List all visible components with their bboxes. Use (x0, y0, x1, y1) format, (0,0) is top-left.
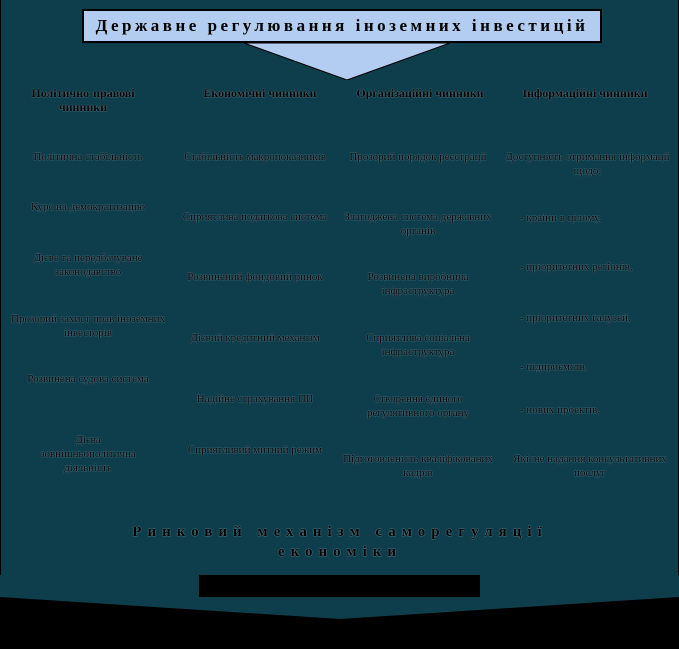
column-header-economic: Економічні чинники (203, 86, 317, 100)
info-item-country: - країни в цілому, (520, 212, 602, 224)
factor-foreign-policy: Дієва зовнішньополітична діяльність (40, 434, 136, 474)
factor-democratization: Курс на демократизацію (30, 201, 146, 213)
column-header-informational: Інформаційні чинники (522, 86, 648, 100)
factor-regulatory-body: Створення єдиного регулятивного органу (366, 393, 469, 419)
factor-legislation: Дієве та передбачуване законодавство (33, 252, 143, 278)
info-item-enterprises: - підприємств, (520, 361, 588, 373)
column-header-political-legal: Політично-правові чинники (31, 86, 135, 114)
column-header-organizational: Організаційні чинники (356, 86, 484, 100)
factor-insurance: Надійне страхування ПІІ (196, 393, 314, 405)
factor-stock-market: Розвинений фондовий ринок (187, 271, 323, 283)
info-item-industries: - пріоритетних галузей, (520, 312, 631, 324)
factor-qualified-staff: Підготовленість кваліфікованих кадрів (343, 453, 493, 479)
factor-credit-mechanism: Дієвий кредитний механізм (190, 332, 320, 344)
factor-political-stability: Політична стабільність (33, 151, 143, 163)
down-arrow-top (244, 43, 450, 80)
down-arrow-bottom (0, 575, 679, 649)
factor-judicial-system: Розвинена судова система (27, 373, 149, 385)
factor-customs-regime: Сприятливий митний режим (187, 444, 323, 456)
bottom-title: Ринковий механізм саморегуляції економіки (132, 524, 548, 560)
factor-consulting-services: Якісне надання консультативних послуг (513, 453, 667, 479)
factor-information-access: Доступність отримання інформації щодо: (505, 151, 670, 177)
diagram-title: Державне регулювання іноземних інвестицій (82, 9, 602, 43)
info-item-projects: - нових проектів. (520, 404, 601, 416)
factor-investor-protection: Прозорий захист прав іноземних інвесторів (11, 313, 165, 339)
factor-tax-system: Сприятлива податкова система (182, 211, 328, 223)
info-item-regions: - пріоритетних регіонів, (520, 261, 633, 273)
factor-state-bodies: Злагоджена система державних органів (344, 211, 492, 237)
factor-production-infrastructure: Розвинена виробнича інфраструктура (367, 271, 469, 297)
factor-registration: Прозорий порядок реєстрації (349, 151, 487, 163)
factor-macro-stability: Стабільність макропоказників (184, 151, 326, 163)
factor-social-infrastructure: Сприятлива соціальна інфраструктура (366, 332, 470, 358)
